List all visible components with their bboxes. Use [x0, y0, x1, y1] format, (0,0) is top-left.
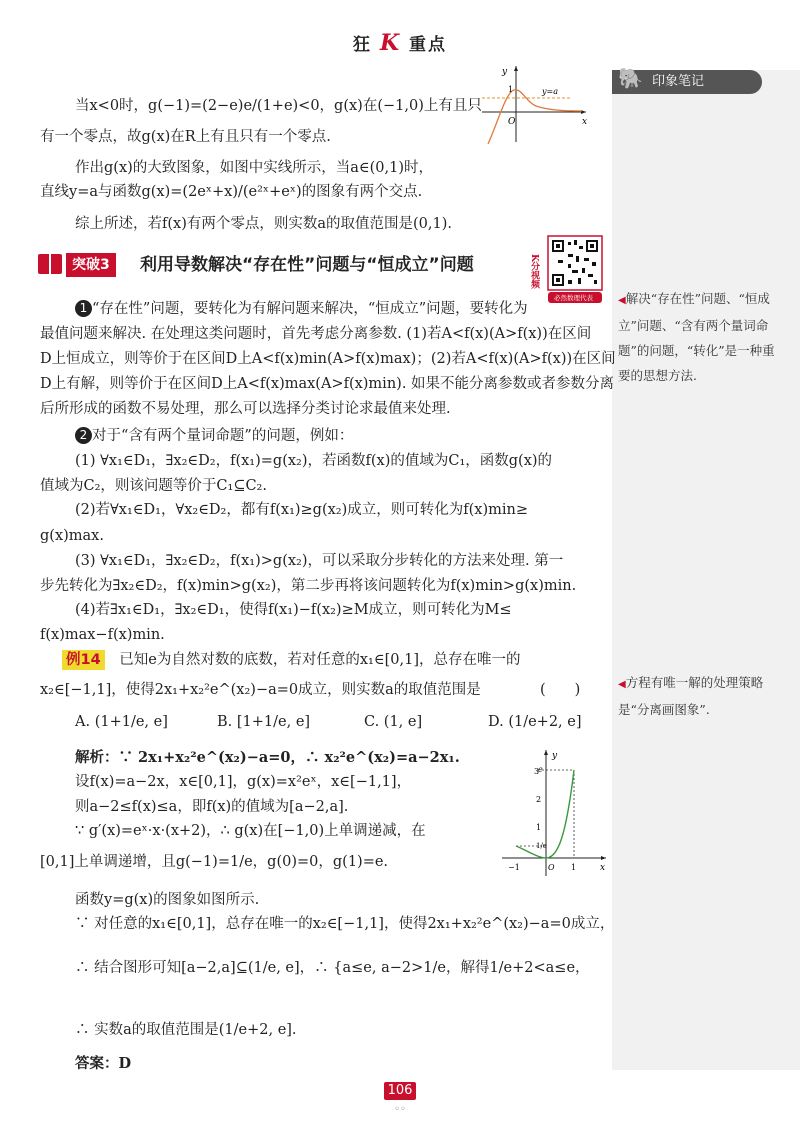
solution-line-2: 设f(x)=a−2x，x∈[0,1]，g(x)=x²eˣ，x∈[−1,1]， [75, 774, 412, 790]
section-title: 利用导数解决“存在性”问题与“恒成立”问题 [140, 255, 474, 275]
intro-line-3: 作出g(x)的大致图象，如图中实线所示，当a∈(0,1)时， [75, 160, 434, 176]
header-k-logo: K [379, 30, 402, 56]
qr-side-text: K分视频 [529, 254, 539, 289]
option-a: A. (1+1/e, e] [75, 714, 168, 730]
graph1-label-x: x [582, 117, 588, 127]
example-line-1: 例14 已知e为自然对数的底数，若对任意的x₁∈[0,1]，总存在唯一的 [62, 650, 520, 670]
graph2-label-x: x [600, 863, 606, 873]
book-icon [38, 254, 62, 274]
graph2-tick-neg1: −1 [508, 863, 520, 872]
option-b: B. [1+1/e, e] [217, 714, 311, 730]
intro-line-2: 有一个零点，故g(x)在R上有且只有一个零点. [40, 129, 331, 145]
example-tag: 例14 [62, 650, 105, 670]
solution-line-9: ∴ 实数a的取值范围是(1/e+2, e]. [75, 1022, 297, 1038]
example-line-2: x₂∈[−1,1]，使得2x₁+x₂²e^(x₂)−a=0成立，则实数a的取值范围是 [40, 682, 481, 698]
para2-line-2: (1) ∀x₁∈D₁，∃x₂∈D₂，f(x₁)=g(x₂)，若函数f(x)的值域为C₁，函数g(x)的 [75, 453, 553, 469]
page-mark-icon: ◦◦ [394, 1104, 406, 1115]
para2-line-3: 值域为C₂，则该问题等价于C₁⊆C₂. [40, 478, 267, 494]
page-header [0, 30, 800, 56]
solution-line-3: 则a−2≤f(x)≤a，即f(x)的值域为[a−2,a]. [75, 799, 349, 815]
solution-line-4: ∵ g′(x)=eˣ·x·(x+2)，∴ g(x)在[−1,0)上单调递减，在 [75, 823, 426, 839]
para2-line-6: (3) ∀x₁∈D₁，∃x₂∈D₂，f(x₁)>g(x₂)，可以采取分步转化的方法来处理. 第一 [75, 553, 564, 569]
para2-line-1: 2 对于“含有两个量词命题”的问题，例如： [75, 426, 353, 446]
elephant-icon: 🐘 [618, 66, 643, 90]
answer-line: 答案：D [75, 1055, 132, 1072]
section-banner [38, 252, 598, 278]
graph2-tick-inv-e: 1/e [536, 842, 547, 850]
graph1-label-one: 1 [508, 85, 514, 94]
graph-g-x-x2ex [498, 746, 610, 880]
solution-line-8: ∴ 结合图形可知[a−2,a]⊆(1/e, e]，∴ {a≤e, a−2>1/e，解得1/e+2<a≤e， [75, 960, 590, 976]
graph2-tick-pos1: 1 [571, 863, 577, 872]
header-title-pre: 狂 [353, 35, 373, 55]
intro-line-5: 综上所述，若f(x)有两个零点，则实数a的取值范围是(0,1). [75, 216, 452, 232]
graph2-label-o: O [548, 863, 555, 872]
para1-line-1: 1 “存在性”问题，要转化为有解问题来解决，“恒成立”问题，要转化为 [75, 299, 528, 319]
note-arrow-icon: ◀ [618, 679, 626, 690]
graph2-label-y: y [552, 751, 558, 761]
sidebar-note-2: ◀方程有唯一解的处理策略是“分离画图象”. [618, 675, 764, 717]
graph1-label-y: y [502, 67, 508, 77]
graph2-tick-e: e [538, 765, 543, 774]
qr-code-icon[interactable] [529, 234, 604, 306]
graph2-tick-2: 2 [536, 795, 542, 804]
solution-line-7: ∵ 对任意的x₁∈[0,1]，总存在唯一的x₂∈[−1,1]，使得2x₁+x₂²e^(x₂)−a=0成立， [75, 916, 615, 932]
option-c: C. (1, e] [364, 714, 423, 730]
solution-line-6: 函数y=g(x)的图象如图所示. [75, 892, 260, 908]
para1-line-4: D上有解，则等价于在区间D上A<f(x)max(A>f(x)min). 如果不能分离参数或者参数分离 [40, 376, 615, 392]
graph1-label-line: y=a [542, 87, 558, 96]
para1-line-2: 最值问题来解决. 在处理这类问题时，首先考虑分离参数. (1)若A<f(x)(A>f(x))在区间 [40, 326, 592, 342]
graph2-tick-3: 3 [534, 767, 540, 776]
header-title-post: 重点 [408, 35, 447, 55]
para2-line-5: g(x)max. [40, 528, 104, 544]
page-number: 106 [384, 1082, 416, 1100]
graph-g-x-zeros [478, 62, 590, 146]
sidebar-panel [612, 70, 800, 1070]
sidebar-tag-label: 印象笔记 [652, 74, 705, 89]
para2-line-9: f(x)max−f(x)min. [40, 627, 165, 643]
option-d: D. (1/e+2, e] [488, 714, 582, 730]
solution-line-5: [0,1]上单调递增，且g(−1)=1/e，g(0)=0，g(1)=e. [40, 854, 389, 870]
solution-line-1: 解析：∵ 2x₁+x₂²e^(x₂)−a=0，∴ x₂²e^(x₂)=a−2x₁. [75, 749, 460, 766]
para2-line-4: (2)若∀x₁∈D₁，∀x₂∈D₂，都有f(x₁)≥g(x₂)成立，则可转化为f(x)min≥ [75, 502, 529, 518]
qr-caption: 必然数理代表 [554, 294, 593, 302]
example-blank: ( ) [540, 682, 581, 698]
sidebar-note-1: ◀解决“存在性”问题、“恒成立”问题、“含有两个量词命题”的问题，“转化”是一种重要的思想方法. [618, 291, 775, 383]
para2-line-7: 步先转化为∃x₂∈D₂，f(x)min>g(x₂)，第二步再将该问题转化为f(x)min>g(x)min. [40, 578, 577, 594]
para1-line-3: D上恒成立，则等价于在区间D上A<f(x)min(A>f(x)max)；(2)若A<f(x)(A>f(x))在区间 [40, 351, 616, 367]
note-arrow-icon: ◀ [618, 295, 626, 306]
number-2-icon: 2 [75, 427, 92, 444]
graph2-tick-1: 1 [536, 823, 542, 832]
number-1-icon: 1 [75, 300, 92, 317]
sidebar-tag [612, 66, 762, 94]
para2-line-8: (4)若∃x₁∈D₁，∃x₂∈D₁，使得f(x₁)−f(x₂)≥M成立，则可转化为M≤ [75, 602, 512, 618]
intro-line-1: 当x<0时，g(−1)=(2−e)e/(1+e)<0，g(x)在(−1,0)上有且只 [75, 98, 482, 114]
graph1-label-o: O [508, 117, 516, 127]
section-tag: 突破3 [66, 253, 116, 277]
intro-line-4: 直线y=a与函数g(x)=(2eˣ+x)/(e²ˣ+eˣ)的图象有两个交点. [40, 184, 423, 200]
para1-line-5: 后所形成的函数不易处理，那么可以选择分类讨论求最值来处理. [40, 401, 451, 417]
